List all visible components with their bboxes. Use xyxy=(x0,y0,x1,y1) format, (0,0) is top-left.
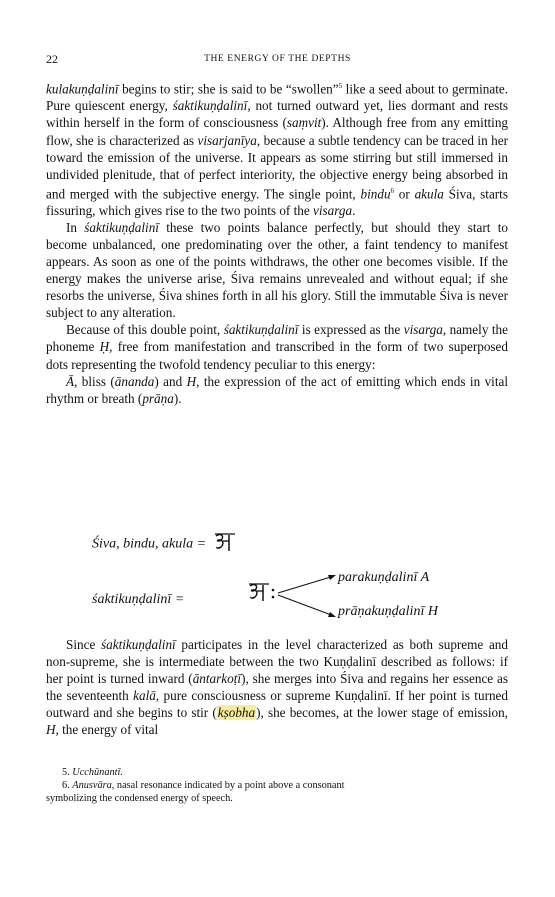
branch-pranakundalini: prāṇakuṇḍalinī H xyxy=(338,604,438,619)
page-header xyxy=(46,52,509,68)
branching-arrows-diagram xyxy=(248,572,338,622)
paragraph: Because of this double point, śaktikuṇḍalinī is expressed as the visarga, namely the phoneme Ḥ, free from manifestation and transcribed in the form of two superposed dots representing the twofold tendency peculiar to this energy: xyxy=(46,322,508,372)
equation-left-text: śaktikuṇḍalinī = xyxy=(92,592,185,607)
equation-text: Śiva, bindu, akula = xyxy=(92,536,207,552)
branch-parakundalini: parakuṇḍalinī A xyxy=(338,570,430,585)
equation-shaktikundalini xyxy=(92,592,184,608)
footnote-5: 5. Ucchūnantī. xyxy=(62,767,123,778)
paragraph: kulakuṇḍalinī begins to stir; she is said to be “swollen”$^5$ like a seed about to germinate. Pure quiescent energy, śaktikuṇḍalinī, not turned outward yet, lies dormant and rests within herself in the form of consciousness (saṃvit). Although free from any emitting flow, she is characterized as visarjanīya, because a subtle tendency can be traced in her toward the emission of the universe. It appears as some stirring but still immersed in undivided plenitude, that of perfect interiority, the objective energy being absorbed in and merged with the subjective energy. The single point, bindu$^6$ or akula Śiva, starts fissuring, which gives rise to the two points of the visarga. xyxy=(46,81,509,219)
paragraph: Ā, bliss (ānanda) and H, the expression of the act of emitting which ends in vital rhythm or breath (prāṇa). xyxy=(46,373,509,406)
footnote-6: 6. Anusvāra, nasal resonance indicated by a point above a consonant xyxy=(62,780,345,791)
devanagari-a-glyph-icon xyxy=(214,532,236,557)
devanagari-aa-glyph-icon xyxy=(249,584,269,601)
page-number: 22 xyxy=(46,52,58,66)
arrow-up-right-icon xyxy=(278,575,336,593)
footnotes xyxy=(46,766,508,805)
running-head: THE ENERGY OF THE DEPTHS xyxy=(204,54,351,64)
visarga-colon-icon xyxy=(272,589,275,599)
footnote-6-continuation: symbolizing the condensed energy of speech. xyxy=(46,793,233,804)
equation-shiva-bindu xyxy=(92,532,236,557)
paragraph: In śaktikuṇḍalinī these two points balance perfectly, but should they start to become unbalanced, one predominating over the other, a faint tendency to manifest appears. As soon as one of the points withdraws, the other one becomes visible. If the energy makes the universe arise, Śiva remains unrevealed and without equal; if she resorbs the universe, Śiva shines forth in all his glory. Still the immutable Śiva is never subject to any alteration. xyxy=(46,220,508,321)
paragraph: Since śaktikuṇḍalinī participates in the level characterized as both supreme and non-supreme, she is intermediate between the two Kuṇḍalinī described as follows: if her point is turned inward (āntarkoṭī), she merges into Śiva and regains her essence as the seventeenth kalā, pure consciousness or supreme Kuṇḍalinī. If her point is turned outward and she begins to stir (kṣobha), she becomes, at the lower stage of emission, H, the energy of vital xyxy=(46,637,509,738)
body-text-bottom xyxy=(46,636,508,738)
body-text-top xyxy=(46,78,508,407)
arrow-down-right-icon xyxy=(278,595,336,617)
